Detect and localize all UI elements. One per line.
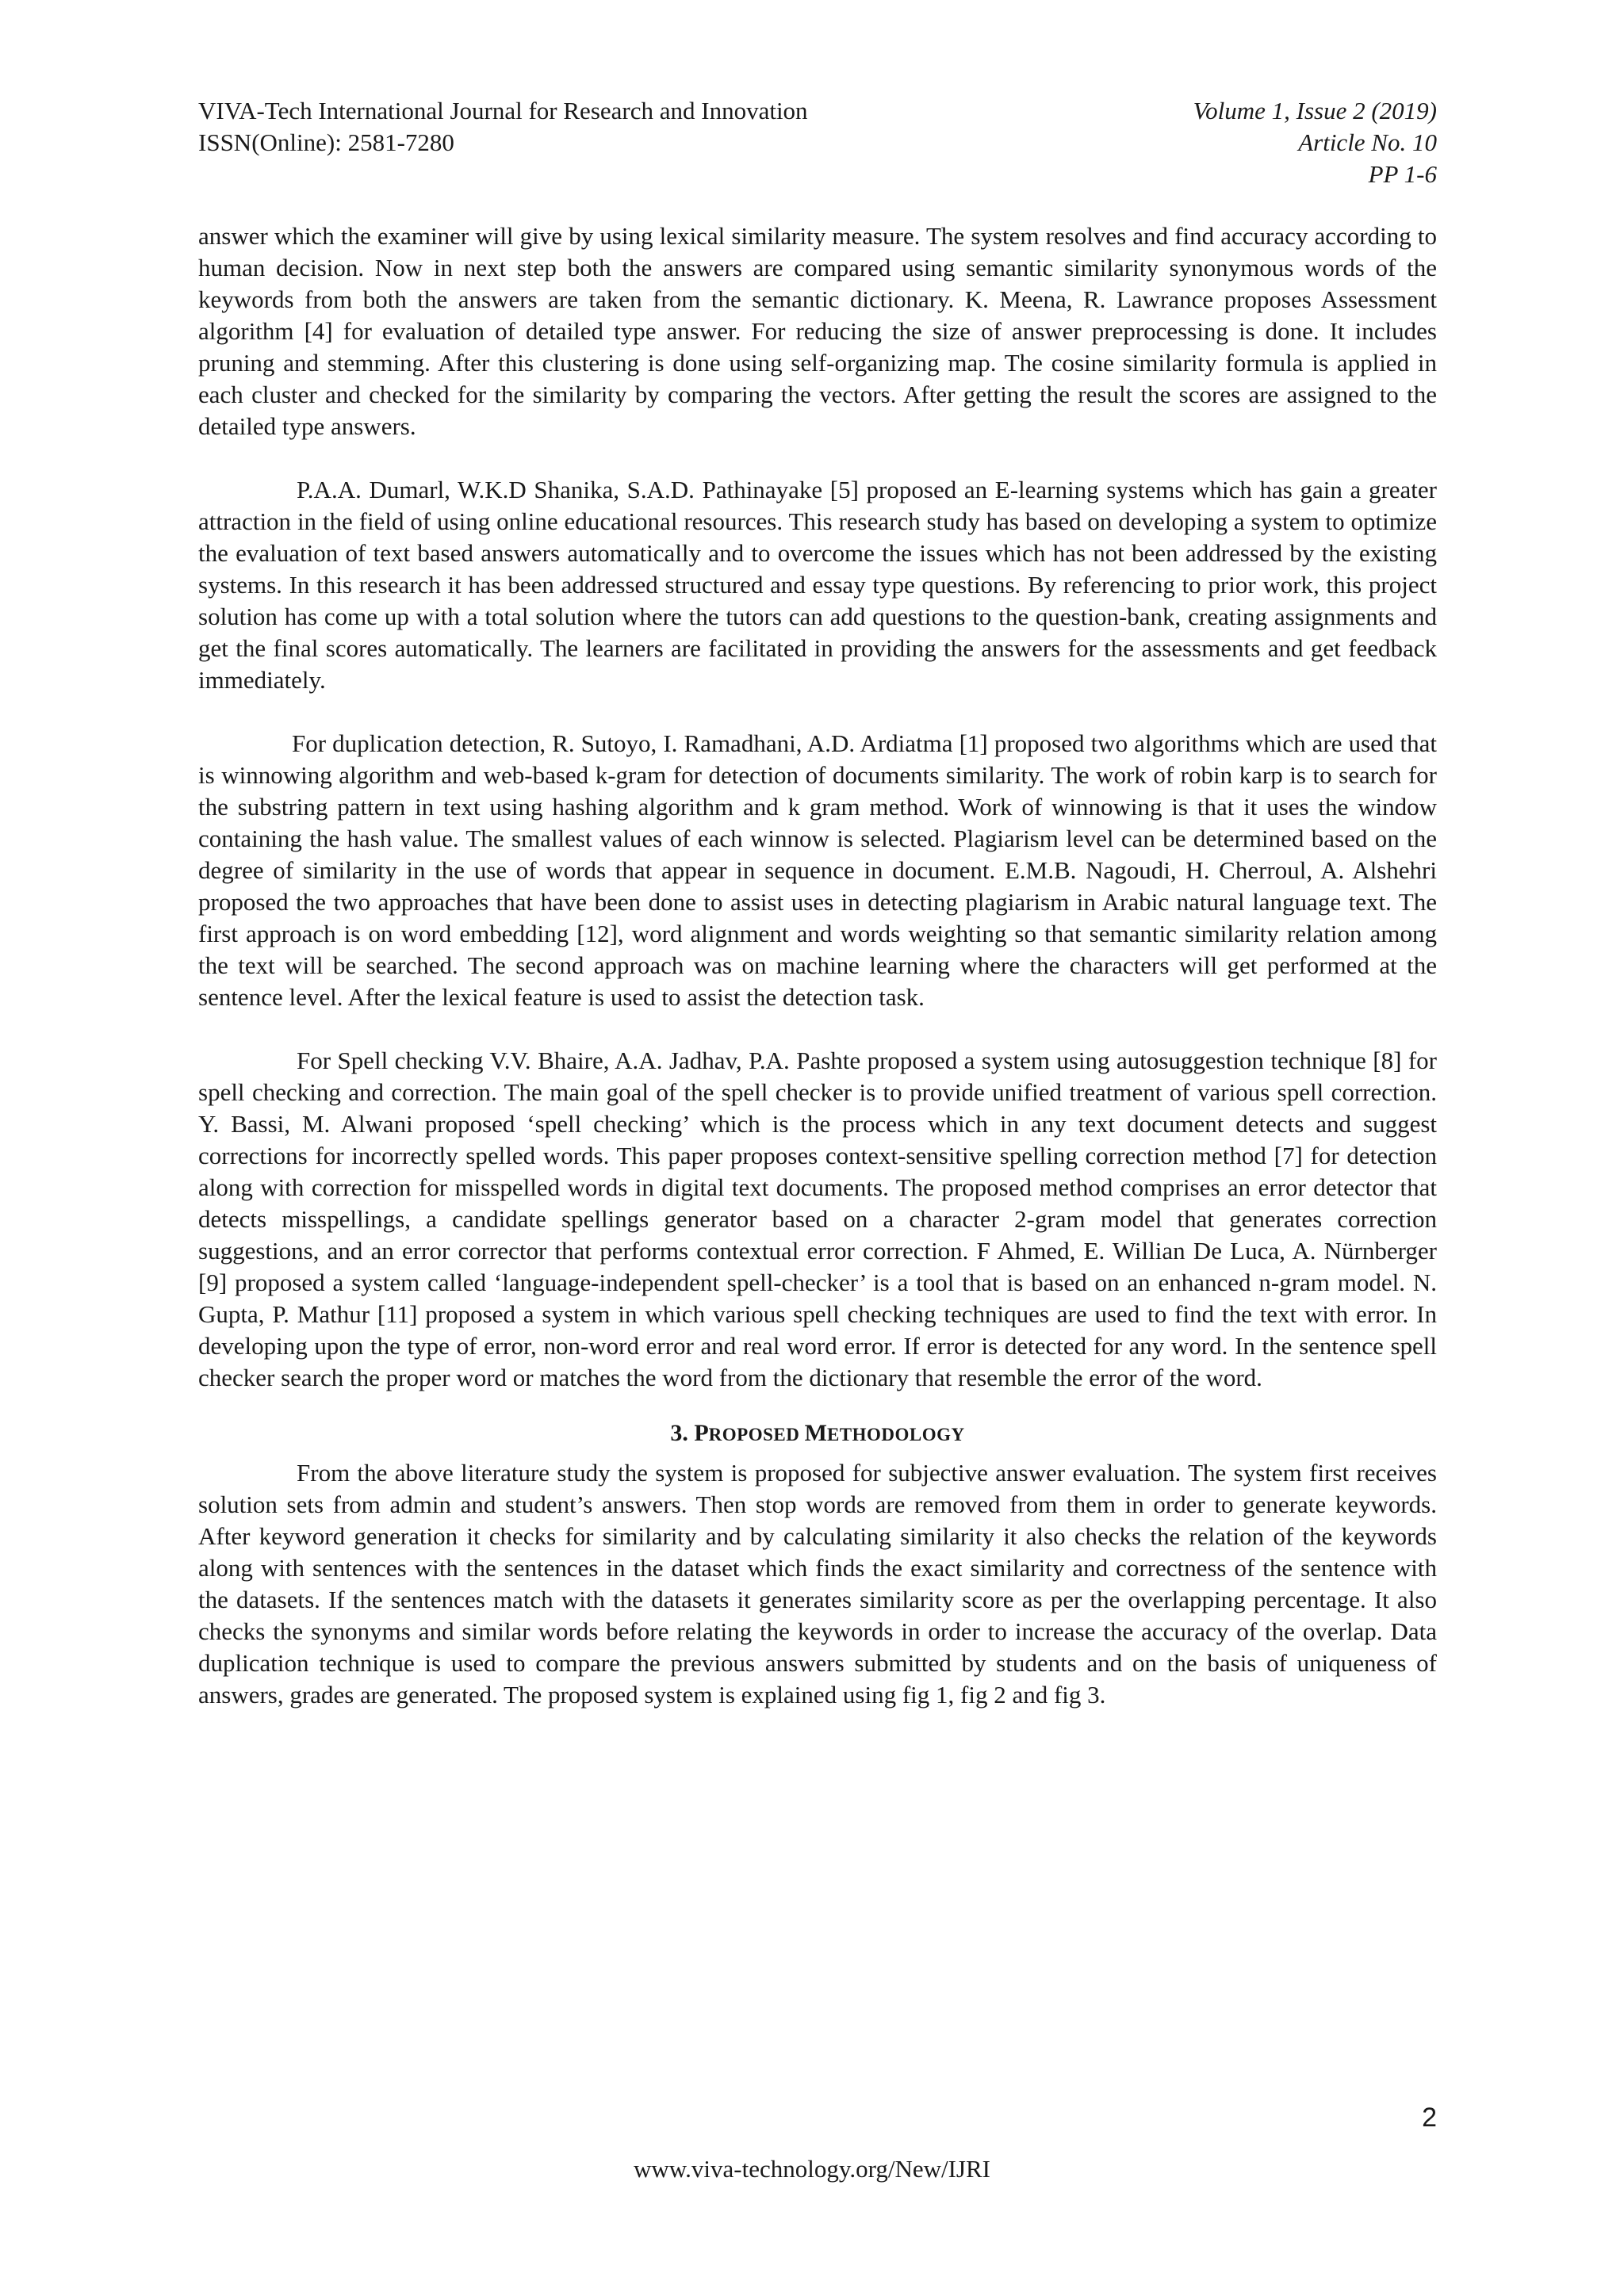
section-number: 3. xyxy=(670,1420,695,1446)
page-number: 2 xyxy=(1422,2103,1437,2133)
journal-title: VIVA-Tech International Journal for Research and Innovation xyxy=(198,97,808,124)
body-text xyxy=(198,220,1437,1711)
section-title-initial-p: P xyxy=(694,1420,709,1446)
volume-issue: Volume 1, Issue 2 (2019) xyxy=(1193,97,1437,124)
paragraph-methodology: From the above literature study the system is proposed for subjective answer evaluation. The system first receives solution sets from admin and student’s answers. Then stop words are removed from them in order to generate keywords. After keyword generation it checks for similarity and by calculating similarity it also checks the relation of the keywords along with sentences with the sentences in the dataset which finds the exact similarity and correctness of the sentence with the datasets. If the sentences match with the datasets it generates similarity score as per the overlapping percentage. It also checks the synonyms and similar words before relating the keywords in order to increase the accuracy of the overlap. Data duplication technique is used to compare the previous answers submitted by students and on the basis of uniqueness of answers, grades are generated. The proposed system is explained using fig 1, fig 2 and fig 3. xyxy=(198,1459,1437,1709)
section-title-part-1: ROPOSED xyxy=(708,1425,805,1445)
page-range: PP 1-6 xyxy=(1368,160,1437,188)
header-left xyxy=(198,95,808,159)
article-number: Article No. 10 xyxy=(1298,128,1437,156)
paragraph-elearning: P.A.A. Dumarl, W.K.D Shanika, S.A.D. Pathinayake [5] proposed an E-learning systems which has gain a greater attraction in the field of using online educational resources. This research study has based on developing a system to optimize the evaluation of text based answers automatically and to overcome the issues which has not been addressed by the existing systems. In this research it has been addressed structured and essay type questions. By referencing to prior work, this project solution has come up with a total solution where the tutors can add questions to the question-bank, creating assignments and get the final scores automatically. The learners are facilitated in providing the answers for the assessments and get feedback immediately. xyxy=(198,476,1437,694)
paragraph-continued: answer which the examiner will give by using lexical similarity measure. The system resolves and find accuracy according to human decision. Now in next step both the answers are compared using semantic similarity synonymous words of the keywords from both the answers are taken from the semantic dictionary. K. Meena, R. Lawrance proposes Assessment algorithm [4] for evaluation of detailed type answer. For reducing the size of answer preprocessing is done. It includes pruning and stemming. After this clustering is done using self-organizing map. The cosine similarity formula is applied in each cluster and checked for the similarity by comparing the vectors. After getting the result the scores are assigned to the detailed type answers. xyxy=(198,222,1437,440)
paragraph-duplication: For duplication detection, R. Sutoyo, I. Ramadhani, A.D. Ardiatma [1] proposed two algorithms which are used that is winnowing algorithm and web-based k-gram for detection of documents similarity. The work of robin karp is to search for the substring pattern in text using hashing algorithm and k gram method. Work of winnowing is that it uses the window containing the hash value. The smallest values of each winnow is selected. Plagiarism level can be determined based on the degree of similarity in the use of words that appear in sequence in document. E.M.B. Nagoudi, H. Cherroul, A. Alshehri proposed the two approaches that have been done to assist uses in detecting plagiarism in Arabic natural language text. The first approach is on word embedding [12], word alignment and words weighting so that semantic similarity relation among the text will be searched. The second approach was on machine learning where the characters will get performed at the sentence level. After the lexical feature is used to assist the detection task. xyxy=(198,729,1437,1011)
footer-url: www.viva-technology.org/New/IJRI xyxy=(634,2155,990,2183)
section-title-initial-m: M xyxy=(804,1420,827,1446)
header-right xyxy=(1193,95,1437,190)
issn: ISSN(Online): 2581-7280 xyxy=(198,128,454,156)
section-heading xyxy=(198,1418,1437,1451)
paragraph-spellcheck: For Spell checking V.V. Bhaire, A.A. Jadhav, P.A. Pashte proposed a system using autosuggestion technique [8] for spell checking and correction. The main goal of the spell checker is to provide unified treatment of various spell correction. Y. Bassi, M. Alwani proposed ‘spell checking’ which is the process which in any text document detects and suggest corrections for incorrectly spelled words. This paper proposes context-sensitive spelling correction method [7] for detection along with correction for misspelled words in digital text documents. The proposed method comprises an error detector that detects misspellings, a candidate spellings generator based on a character 2-gram model that generates correction suggestions, and an error corrector that performs contextual error correction. F Ahmed, E. Willian De Luca, A. Nürnberger [9] proposed a system called ‘language-independent spell-checker’ is a tool that is based on an enhanced n-gram model. N. Gupta, P. Mathur [11] proposed a system in which various spell checking techniques are used to find the text with error. In developing upon the type of error, non-word error and real word error. If error is detected for any word. In the sentence spell checker search the proper word or matches the word from the dictionary that resemble the error of the word. xyxy=(198,1047,1437,1391)
section-title-part-2: ETHODOLOGY xyxy=(826,1425,965,1445)
